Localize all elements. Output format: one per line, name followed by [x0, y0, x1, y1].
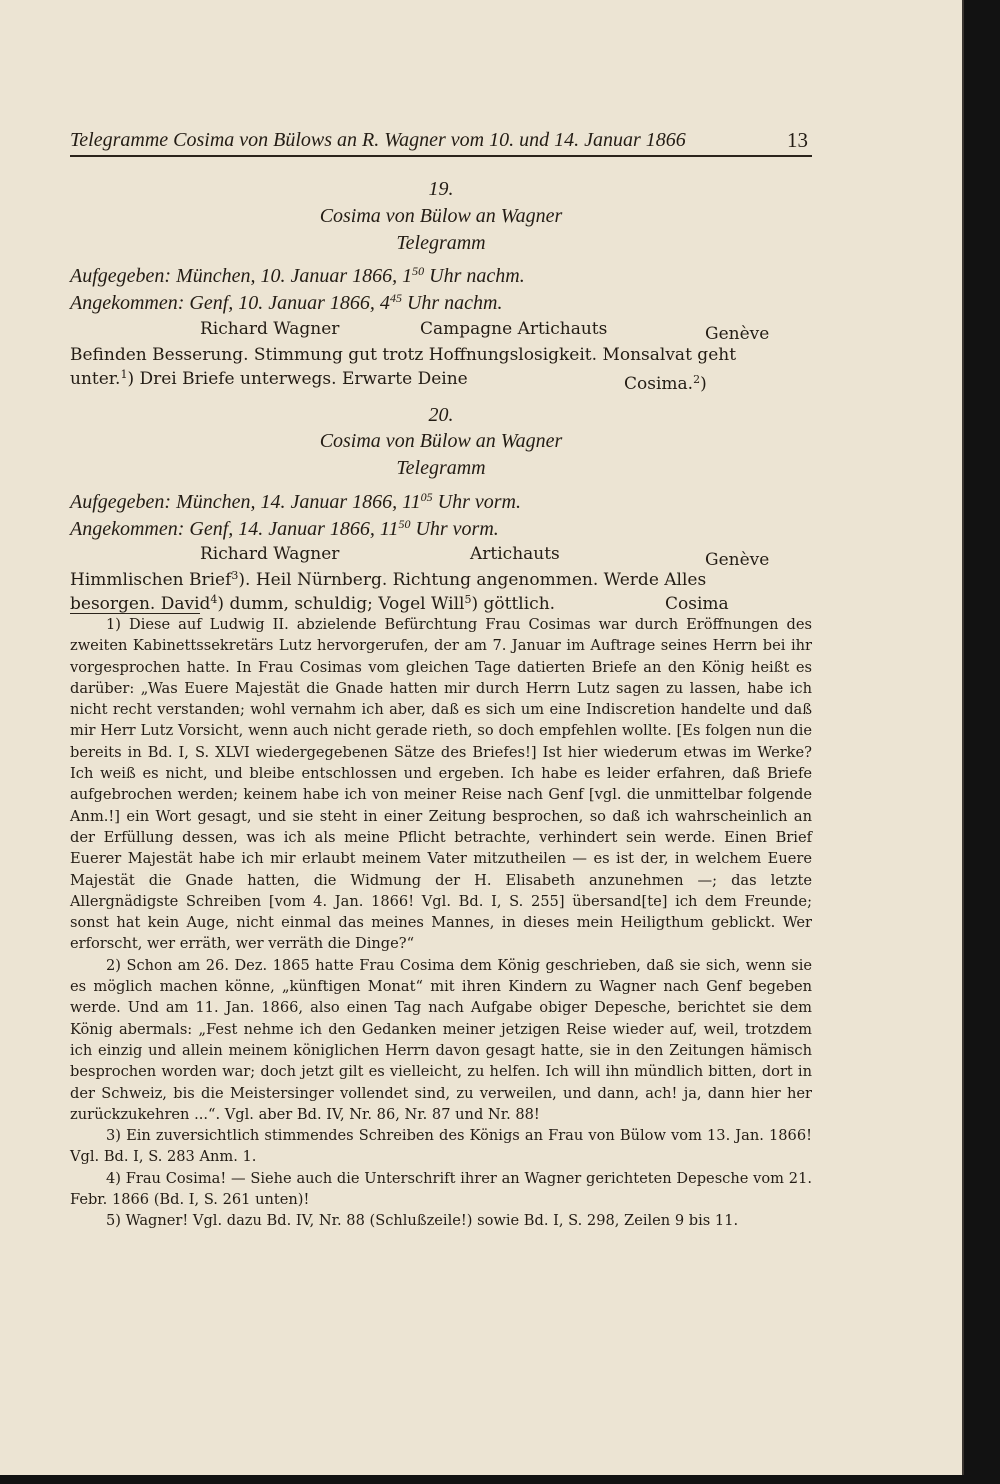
footnote-3: 3) Ein zuversichtlich stimmendes Schreiben des Königs an Frau von Bülow vom 13. Jan. 1866! Vgl. Bd. I, S. 283 Anm. 1.	[70, 1127, 812, 1166]
doc19-city: Genève	[705, 324, 770, 344]
doc20-address: Artichauts	[470, 544, 560, 564]
doc20-kind: Telegramm	[396, 457, 486, 479]
doc19-title: Cosima von Bülow an Wagner	[319, 205, 563, 227]
doc19-addressee: Richard Wagner	[200, 319, 340, 339]
doc19-body-line1: Befinden Besserung. Stimmung gut trotz Hoffnungslosigkeit. Monsalvat geht	[70, 345, 737, 365]
doc19-body-line2: unter.$^1$) Drei Briefe unterwegs. Erwarte Deine	[70, 368, 468, 389]
doc19-address: Campagne Artichauts	[420, 319, 608, 339]
footnote-2: 2) Schon am 26. Dez. 1865 hatte Frau Cosima dem König geschrieben, daß sie sich, wenn sie es möglich machen könne, „künftigen Monat“ mit ihren Kindern zu Wagner nach Genf begeben werde. Und am 11. Jan. 1866, also einen Tag nach Aufgabe obiger Depesche, berichtet sie dem König abermals: „Fest nehme ich den Gedanken meiner jetzigen Reise wieder auf, weil, trotzdem ich einzig und allein meinem königlichen Herrn davon gesagt hatte, sie in den Zeitungen hämisch besprochen worden war; doch jetzt gilt es vielleicht, zu helfen. Ich will ihn mündlich bitten, dort in der Schweiz, bis die Meistersinger vollendet sind, zu verweilen, und dann, ach! ja, dann hier her zurückzukehren ...“. Vgl. aber Bd. IV, Nr. 86, Nr. 87 und Nr. 88!	[70, 956, 812, 1123]
doc19-number: 19.	[428, 178, 454, 200]
doc19-signature: Cosima.$^2$)	[624, 373, 707, 394]
running-header	[70, 125, 812, 155]
footnote-1: 1) Diese auf Ludwig II. abzielende Befürchtung Frau Cosimas war durch Eröffnungen des zweiten Kabinettssekretärs Lutz hervorgerufen, der am 7. Januar im Auftrage seines Herrn bei ihr vorgesprochen hatte. In Frau Cosimas vom gleichen Tage datierten Briefe an den König heißt es darüber: „Was Euere Majestät die Gnade hatten mir durch Herrn Lutz sagen zu lassen, habe ich nicht recht verstanden; wohl vernahm ich aber, daß es sich um eine Indiscretion handelte und daß mir Herr Lutz Vorsicht, wenn auch nicht gerade rieth, so doch empfehlen wollte. [Es folgen nun die bereits in Bd. I, S. XLVI wiedergegebenen Sätze des Briefes!] Ist hier wiederum etwas im Werke? Ich weiß es nicht, und bleibe entschlossen und ergeben. Ich habe es leider erfahren, daß Briefe aufgebrochen werden; keinem habe ich von meiner Reise nach Genf [vgl. die unmittelbar folgende Anm.!] ein Wort gesagt, und sie steht in einer Zeitung besprochen, so daß ich wahrscheinlich an der Erfüllung dessen, was ich als meine Pflicht betrachte, verhindert sein werde. Einen Brief Euerer Majestät habe ich mir erlaubt meinem Vater mitzutheilen — es ist der, in welchem Euere Majestät die Gnade hatten, die Widmung der H. Elisabeth anzunehmen —; das letzte Allergnädigste Schreiben [vom 4. Jan. 1866! Vgl. Bd. I, S. 255] übersand[te] ich dem Freunde; sonst hat kein Auge, nicht einmal das meines Mannes, in dieses mein Heiligthum geblickt. Wer erforscht, wer erräth, wer verräth die Dinge?“	[70, 616, 812, 953]
doc20-number: 20.	[428, 404, 454, 426]
running-title: Telegramme Cosima von Bülows an R. Wagner vom 10. und 14. Januar 1866	[70, 129, 686, 151]
doc20-body-line1: Himmlischen Brief$^3$). Heil Nürnberg. Richtung angenommen. Werde Alles	[70, 569, 707, 590]
doc20-title: Cosima von Bülow an Wagner	[319, 430, 563, 452]
footnote-5: 5) Wagner! Vgl. dazu Bd. IV, Nr. 88 (Schlußzeile!) sowie Bd. I, S. 298, Zeilen 9 bis 11.	[106, 1212, 739, 1230]
header-rule	[70, 155, 812, 157]
page-number: 13	[787, 128, 808, 152]
doc20-city: Genève	[705, 550, 770, 570]
footnotes	[70, 614, 812, 1232]
doc19-sent: Aufgegeben: München, 10. Januar 1866, $1^{50}$ Uhr nachm.	[70, 264, 525, 287]
doc20-received: Angekommen: Genf, 14. Januar 1866, $11^{50}$ Uhr vorm.	[70, 517, 499, 540]
doc20-addressee: Richard Wagner	[200, 544, 340, 564]
footnote-4: 4) Frau Cosima! — Siehe auch die Unterschrift ihrer an Wagner gerichteten Depesche vom 21. Febr. 1866 (Bd. I, S. 261 unten)!	[70, 1169, 812, 1209]
doc20-body-line2: besorgen. David$^4$) dumm, schuldig; Vogel Will$^5$) göttlich.	[70, 593, 556, 614]
doc20-signature: Cosima	[665, 594, 729, 614]
doc19-kind: Telegramm	[396, 232, 486, 254]
doc20-sent: Aufgegeben: München, 14. Januar 1866, $11^{05}$ Uhr vorm.	[70, 490, 521, 513]
doc19-received: Angekommen: Genf, 10. Januar 1866, $4^{45}$ Uhr nachm.	[70, 291, 503, 314]
